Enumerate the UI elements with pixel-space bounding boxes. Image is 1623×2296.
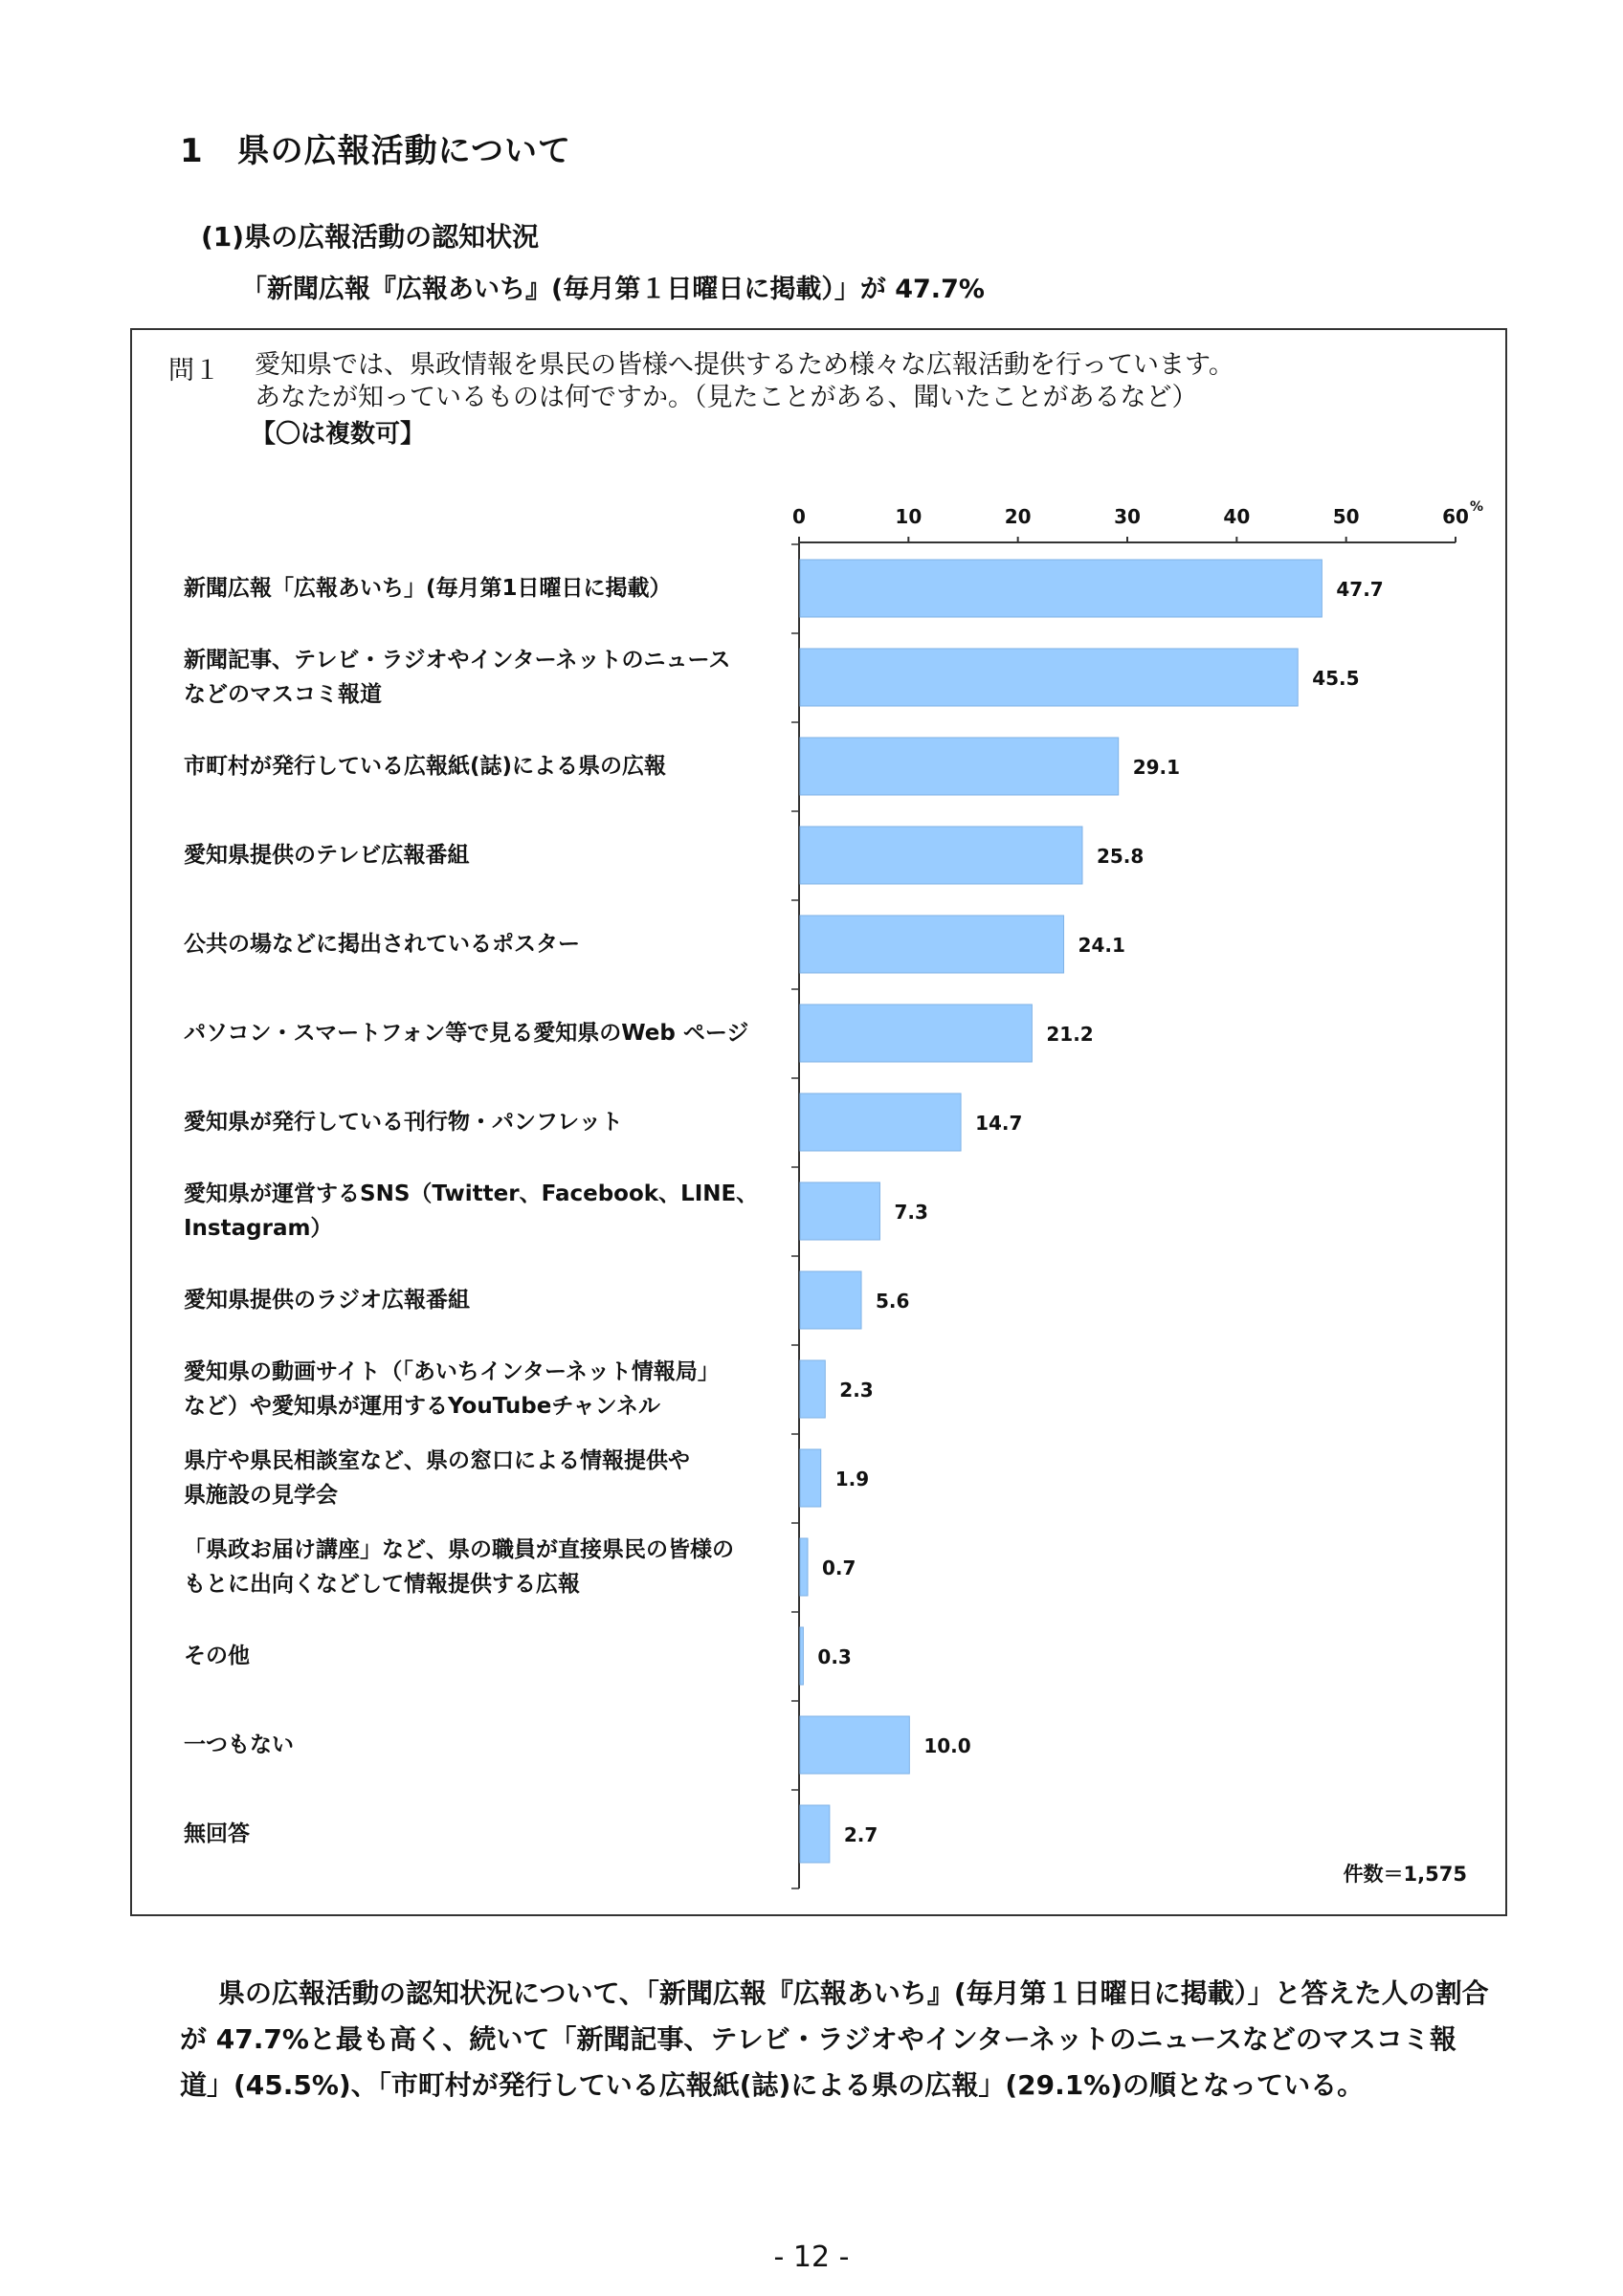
bar bbox=[800, 1271, 861, 1329]
highlight-result: 「新聞広報『広報あいち』(毎月第１日曜日に掲載）」が 47.7% bbox=[241, 275, 985, 304]
category-label: 「県政お届け講座」など、県の職員が直接県民の皆様の もとに出向くなどして情報提供する広報 bbox=[184, 1537, 734, 1597]
category-label: 愛知県提供のテレビ広報番組 bbox=[184, 843, 470, 868]
bar bbox=[800, 1538, 808, 1596]
question-text: 愛知県では、県政情報を県民の皆様へ提供するため様々な広報活動を行っています。 あなたが知っているものは何ですか。（見たことがある、聞いたことがあるなど） bbox=[255, 350, 1234, 412]
bar bbox=[800, 1093, 961, 1151]
category-label: 新聞広報「広報あいち」(毎月第1日曜日に掲載） bbox=[184, 576, 672, 601]
bar bbox=[800, 916, 1064, 973]
bar bbox=[800, 649, 1298, 706]
question-note: 【〇は複数可】 bbox=[251, 420, 426, 449]
bar-value-label: 29.1 bbox=[1132, 756, 1181, 779]
page-number: - 12 - bbox=[773, 2241, 850, 2274]
category-label: 愛知県が発行している刊行物・パンフレット bbox=[184, 1110, 623, 1135]
x-axis-unit: % bbox=[1470, 499, 1484, 515]
sample-count: 件数＝1,575 bbox=[1343, 1863, 1467, 1886]
category-label: 一つもない bbox=[184, 1733, 294, 1757]
bar-value-label: 21.2 bbox=[1046, 1023, 1094, 1046]
x-tick-label: 40 bbox=[1223, 505, 1251, 528]
bar-value-label: 25.8 bbox=[1096, 845, 1145, 868]
category-label: 愛知県の動画サイト（「あいちインターネット情報局」 など）や愛知県が運用するYouTubeチャンネル bbox=[184, 1359, 720, 1419]
category-label: その他 bbox=[184, 1644, 250, 1668]
category-label: 愛知県が運営するSNS（Twitter、Facebook、LINE、 Instagram） bbox=[184, 1181, 759, 1241]
x-tick-label: 10 bbox=[895, 505, 923, 528]
bar bbox=[800, 1449, 821, 1507]
bar-value-label: 2.3 bbox=[839, 1379, 874, 1402]
bar bbox=[800, 1805, 830, 1863]
conclusion-text: 県の広報活動の認知状況について、「新聞広報『広報あいち』(毎月第１日曜日に掲載）」と答えた人の割合が 47.7%と最も高く、続いて「新聞記事、テレビ・ラジオやインターネットのニュースなどのマスコミ報道」(45.5%)、「市町村が発行している広報紙(誌)による県の広報」(29.1%)の順となっている。 bbox=[180, 1977, 1489, 2101]
bar bbox=[800, 1627, 803, 1685]
category-label: 愛知県提供のラジオ広報番組 bbox=[184, 1288, 470, 1313]
x-tick-label: 50 bbox=[1332, 505, 1360, 528]
bar-value-label: 0.3 bbox=[817, 1645, 852, 1668]
question-label: 問１ bbox=[168, 356, 220, 386]
x-tick-label: 60 bbox=[1442, 505, 1469, 528]
bar bbox=[800, 738, 1119, 795]
category-label: 公共の場などに掲出されているポスター bbox=[184, 932, 580, 957]
bar-value-label: 10.0 bbox=[923, 1734, 971, 1757]
x-tick-label: 0 bbox=[792, 505, 806, 528]
bar-chart bbox=[132, 330, 1505, 1914]
bar-value-label: 7.3 bbox=[894, 1201, 928, 1224]
bar-value-label: 2.7 bbox=[843, 1823, 878, 1846]
category-label: 新聞記事、テレビ・ラジオやインターネットのニュース などのマスコミ報道 bbox=[184, 648, 731, 707]
category-label: パソコン・スマートフォン等で見る愛知県のWeb ページ bbox=[184, 1021, 749, 1046]
bar-value-label: 45.5 bbox=[1312, 667, 1360, 690]
x-tick-label: 30 bbox=[1114, 505, 1141, 528]
x-tick-label: 20 bbox=[1004, 505, 1032, 528]
bar bbox=[800, 1004, 1032, 1062]
bar-value-label: 14.7 bbox=[975, 1112, 1023, 1135]
bar bbox=[800, 1360, 825, 1418]
section-title: 1 県の広報活動について bbox=[180, 132, 571, 170]
category-label: 無回答 bbox=[184, 1821, 250, 1846]
bar-value-label: 5.6 bbox=[876, 1290, 910, 1313]
bar bbox=[800, 1182, 879, 1240]
bar bbox=[800, 1716, 909, 1774]
bar-value-label: 0.7 bbox=[822, 1556, 856, 1579]
bar-value-label: 1.9 bbox=[834, 1468, 870, 1490]
bar-value-label: 47.7 bbox=[1336, 578, 1384, 601]
bar bbox=[800, 560, 1322, 617]
sub-title: (1)県の広報活動の認知状況 bbox=[201, 221, 540, 253]
category-label: 市町村が発行している広報紙(誌)による県の広報 bbox=[184, 754, 667, 779]
category-label: 県庁や県民相談室など、県の窓口による情報提供や 県施設の見学会 bbox=[184, 1448, 690, 1508]
question-chart-box bbox=[130, 328, 1507, 1916]
bar bbox=[800, 827, 1082, 884]
bar-value-label: 24.1 bbox=[1078, 934, 1125, 957]
